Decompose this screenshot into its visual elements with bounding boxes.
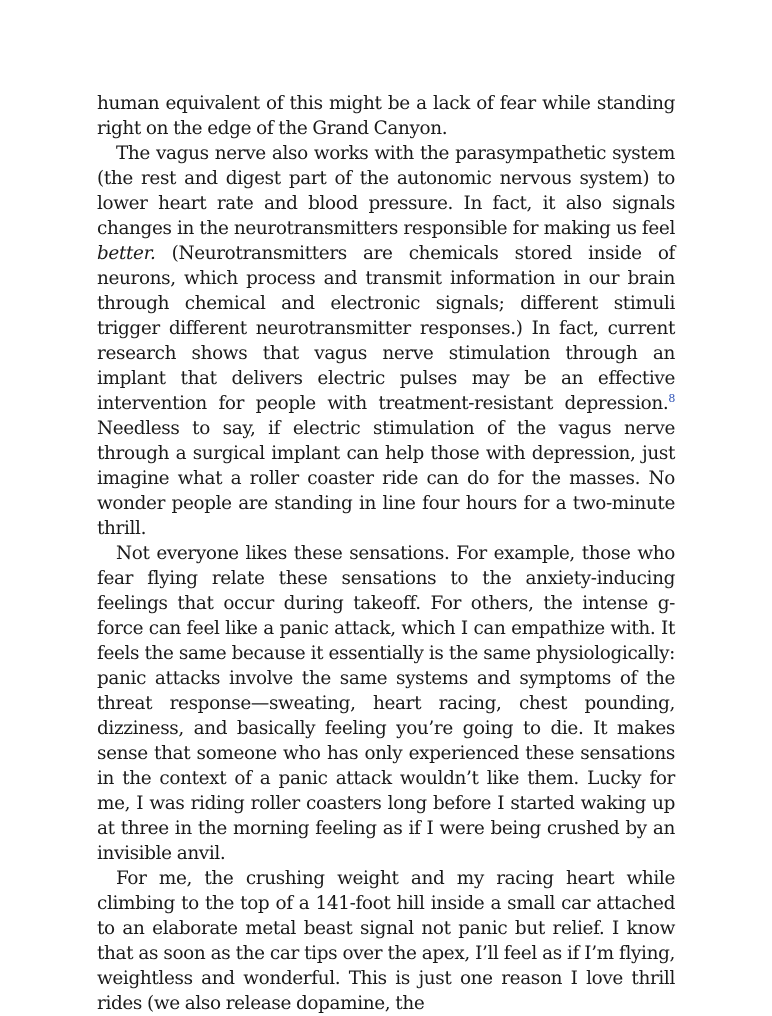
book-page <box>97 91 675 1016</box>
paragraph-panic-attack <box>97 541 675 866</box>
paragraph-vagus-nerve <box>97 141 675 541</box>
paragraph-text: human equivalent of this might be a lack of fear while standing right on the edge of the Grand Canyon. <box>97 93 675 139</box>
paragraph-text: For me, the crushing weight and my racing heart while climbing to the top of a 141-foot hill inside a small car attached to an elaborate metal beast signal not panic but relief. I know that as soon as the car tips over the apex, I’ll feel as if I’m flying, weightless and wonderful. This is just one reason I love thrill rides (we also release dopamine, the <box>97 868 675 1014</box>
emphasis-text: better. <box>97 243 156 264</box>
paragraph-text: (Neurotransmitters are chemicals stored inside of neurons, which process and transmit information in our brain through chemical and electronic signals; different stimuli trigger different neurotransmitter responses.) In fact, current research shows that vagus nerve stimulation through an implant that delivers electric pulses may be an effective intervention for people with treatment-resistant depression. <box>97 243 675 414</box>
endnote-link[interactable]: 8 <box>668 391 675 405</box>
paragraph-text: The vagus nerve also works with the parasympathetic system (the rest and digest part of the autonomic nervous system) to lower heart rate and blood pressure. In fact, it also signals changes in the neurotransmitters responsible for making us feel <box>97 143 675 239</box>
paragraph-grand-canyon <box>97 91 675 141</box>
paragraph-text: Not everyone likes these sensations. For example, those who fear flying relate these sensations to the anxiety-inducing feelings that occur during takeoff. For others, the intense g-force can feel like a panic attack, which I can empathize with. It feels the same because it essentially is the same physiologically: panic attacks involve the same systems and symptoms of the threat response—sweating, heart racing, chest pounding, dizziness, and basically feeling you’re going to die. It makes sense that someone who has only experienced these sensations in the context of a panic attack wouldn’t like them. Lucky for me, I was riding roller coasters long before I started waking up at three in the morning feeling as if I were being crushed by an invisible anvil. <box>97 543 675 864</box>
paragraph-thrill-rides <box>97 866 675 1016</box>
paragraph-text: Needless to say, if electric stimulation of the vagus nerve through a surgical implant can help those with depression, just imagine what a roller coaster ride can do for the masses. No wonder people are standing in line four hours for a two-minute thrill. <box>97 418 675 539</box>
